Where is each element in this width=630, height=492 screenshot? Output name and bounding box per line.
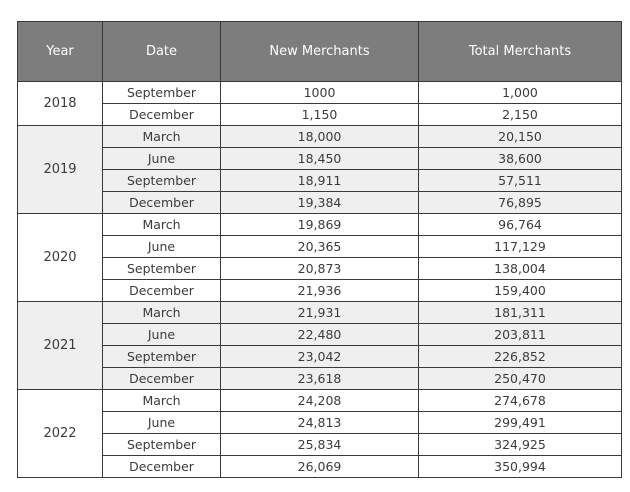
year-cell: 2021 xyxy=(18,302,103,390)
table-row xyxy=(18,456,622,478)
new-merchants-cell: 19,869 xyxy=(221,214,419,236)
total-merchants-cell: 20,150 xyxy=(419,126,622,148)
new-merchants-cell: 18,450 xyxy=(221,148,419,170)
date-cell: June xyxy=(103,236,221,258)
total-merchants-cell: 2,150 xyxy=(419,104,622,126)
table-row xyxy=(18,368,622,390)
date-cell: June xyxy=(103,324,221,346)
new-merchants-cell: 18,000 xyxy=(221,126,419,148)
date-cell: September xyxy=(103,258,221,280)
new-merchants-cell: 20,365 xyxy=(221,236,419,258)
header-new-merchants: New Merchants xyxy=(221,22,419,82)
table-row xyxy=(18,82,622,104)
date-cell: March xyxy=(103,302,221,324)
new-merchants-cell: 20,873 xyxy=(221,258,419,280)
new-merchants-cell: 21,931 xyxy=(221,302,419,324)
new-merchants-cell: 24,813 xyxy=(221,412,419,434)
table-row xyxy=(18,324,622,346)
new-merchants-cell: 22,480 xyxy=(221,324,419,346)
total-merchants-cell: 138,004 xyxy=(419,258,622,280)
table-row xyxy=(18,126,622,148)
date-cell: December xyxy=(103,104,221,126)
table-row xyxy=(18,192,622,214)
total-merchants-cell: 274,678 xyxy=(419,390,622,412)
total-merchants-cell: 226,852 xyxy=(419,346,622,368)
table-row xyxy=(18,104,622,126)
year-cell: 2019 xyxy=(18,126,103,214)
total-merchants-cell: 117,129 xyxy=(419,236,622,258)
table-body xyxy=(18,82,622,478)
new-merchants-cell: 19,384 xyxy=(221,192,419,214)
date-cell: September xyxy=(103,170,221,192)
new-merchants-cell: 24,208 xyxy=(221,390,419,412)
date-cell: June xyxy=(103,412,221,434)
date-cell: December xyxy=(103,280,221,302)
total-merchants-cell: 76,895 xyxy=(419,192,622,214)
date-cell: September xyxy=(103,346,221,368)
date-cell: June xyxy=(103,148,221,170)
date-cell: September xyxy=(103,434,221,456)
date-cell: December xyxy=(103,456,221,478)
table-row xyxy=(18,412,622,434)
table-row xyxy=(18,236,622,258)
table-row xyxy=(18,214,622,236)
date-cell: March xyxy=(103,214,221,236)
header-year: Year xyxy=(18,22,103,82)
header-total-merchants: Total Merchants xyxy=(419,22,622,82)
new-merchants-cell: 18,911 xyxy=(221,170,419,192)
table-row xyxy=(18,434,622,456)
table-row xyxy=(18,170,622,192)
year-cell: 2018 xyxy=(18,82,103,126)
total-merchants-cell: 38,600 xyxy=(419,148,622,170)
new-merchants-cell: 23,042 xyxy=(221,346,419,368)
table-row xyxy=(18,148,622,170)
date-cell: December xyxy=(103,368,221,390)
table-row xyxy=(18,258,622,280)
total-merchants-cell: 57,511 xyxy=(419,170,622,192)
merchant-table xyxy=(17,21,622,478)
year-cell: 2022 xyxy=(18,390,103,478)
year-cell: 2020 xyxy=(18,214,103,302)
total-merchants-cell: 159,400 xyxy=(419,280,622,302)
header-row xyxy=(18,22,622,82)
new-merchants-cell: 1,150 xyxy=(221,104,419,126)
total-merchants-cell: 324,925 xyxy=(419,434,622,456)
date-cell: March xyxy=(103,390,221,412)
total-merchants-cell: 350,994 xyxy=(419,456,622,478)
total-merchants-cell: 250,470 xyxy=(419,368,622,390)
new-merchants-cell: 23,618 xyxy=(221,368,419,390)
new-merchants-cell: 26,069 xyxy=(221,456,419,478)
new-merchants-cell: 21,936 xyxy=(221,280,419,302)
table-row xyxy=(18,390,622,412)
total-merchants-cell: 96,764 xyxy=(419,214,622,236)
total-merchants-cell: 1,000 xyxy=(419,82,622,104)
date-cell: March xyxy=(103,126,221,148)
header-date: Date xyxy=(103,22,221,82)
table-row xyxy=(18,346,622,368)
date-cell: December xyxy=(103,192,221,214)
total-merchants-cell: 203,811 xyxy=(419,324,622,346)
table-row xyxy=(18,302,622,324)
table-row xyxy=(18,280,622,302)
total-merchants-cell: 181,311 xyxy=(419,302,622,324)
new-merchants-cell: 1000 xyxy=(221,82,419,104)
date-cell: September xyxy=(103,82,221,104)
new-merchants-cell: 25,834 xyxy=(221,434,419,456)
total-merchants-cell: 299,491 xyxy=(419,412,622,434)
